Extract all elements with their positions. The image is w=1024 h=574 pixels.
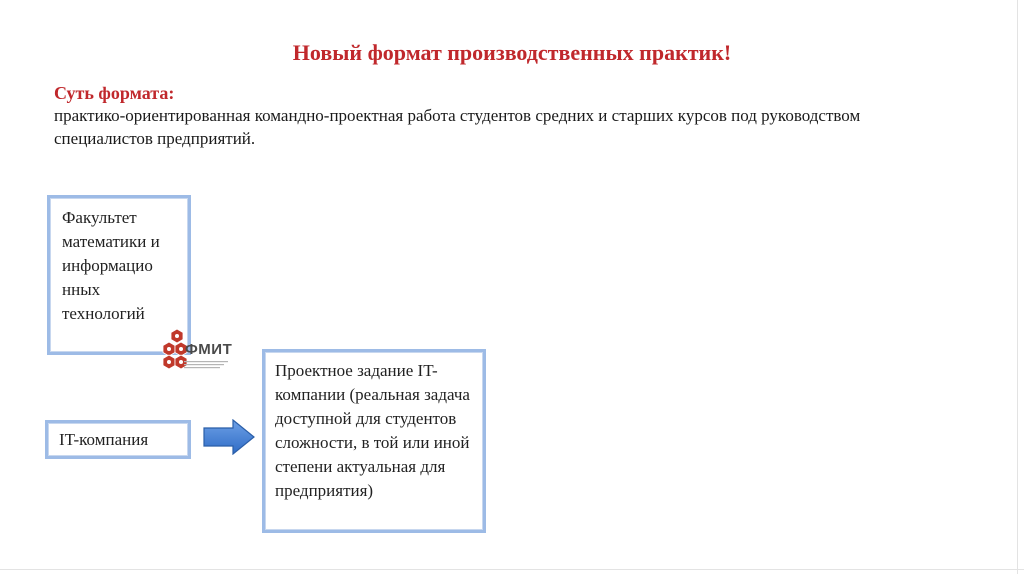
lead-heading: Суть формата: — [54, 83, 175, 103]
faculty-box: Факультет математики и информацио нных технологий — [47, 195, 191, 355]
right-arrow-icon — [203, 419, 255, 455]
project-task-box: Проектное задание IT-компании (реальная задача доступной для студентов сложности, в той или иной степени актуальная для предприятия) — [262, 349, 486, 533]
slide-edge-right — [1017, 0, 1018, 574]
fmit-logo — [160, 327, 232, 377]
logo-fine-print — [184, 360, 228, 370]
it-company-box: IT-компания — [45, 420, 191, 459]
lead-block — [54, 82, 954, 150]
lead-text: практико-ориентированная командно-проектная работа студентов средних и старших курсов под руководством специалистов предприятий. — [54, 106, 861, 148]
logo-text: ФМИТ — [185, 341, 233, 358]
slide-title: Новый формат производственных практик! — [292, 40, 732, 65]
slide-edge-bottom — [0, 569, 1024, 570]
